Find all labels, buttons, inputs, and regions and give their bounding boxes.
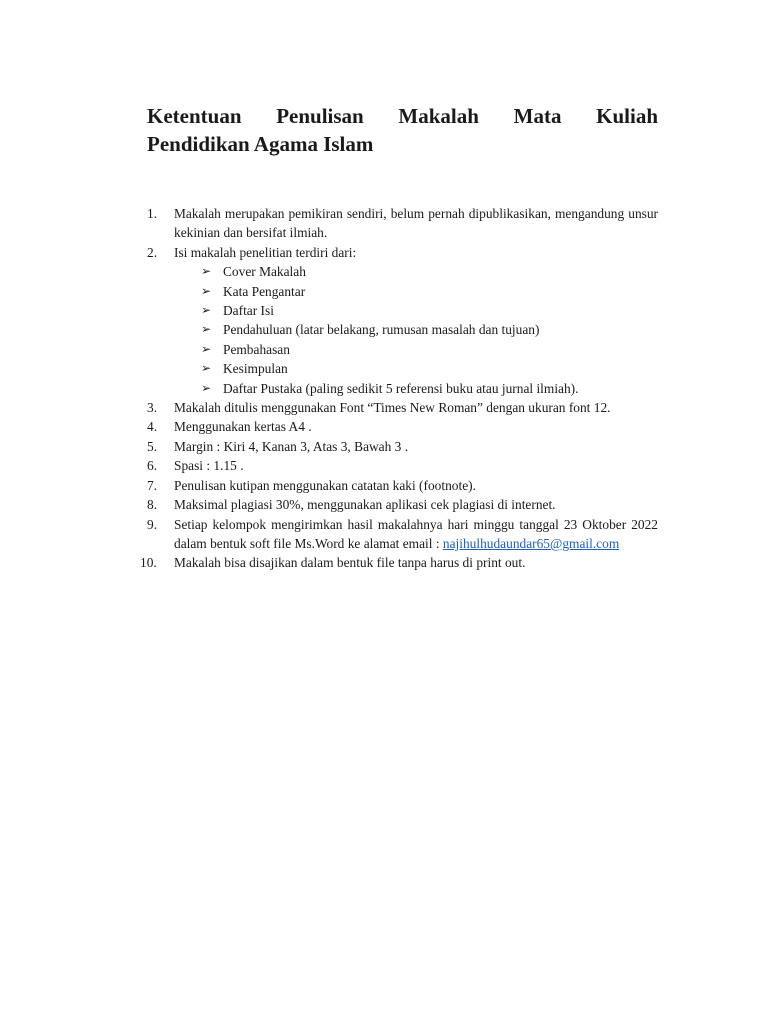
item-number: 7. [147, 477, 158, 493]
item-text: Makalah merupakan pemikiran sendiri, belum pernah dipublikasikan, mengandung unsur kekinian dan bersifat ilmiah. [174, 206, 658, 241]
item-text: Maksimal plagiasi 30%, menggunakan aplikasi cek plagiasi di internet. [174, 497, 556, 513]
item-text: Menggunakan kertas A4 . [174, 419, 312, 435]
sub-list-item [201, 340, 658, 359]
email-link[interactable]: najihulhudaundar65@gmail.com [442, 535, 620, 551]
sub-list-item [201, 282, 658, 301]
item-number: 6. [147, 458, 158, 474]
sub-item-text: Pembahasan [223, 341, 290, 357]
document-title [147, 102, 658, 158]
item-number: 2. [147, 244, 158, 260]
arrow-bullet-icon: ➢ [201, 322, 212, 337]
item-text: Makalah ditulis menggunakan Font “Times New Roman” dengan ukuran font 12. [174, 400, 611, 416]
arrow-bullet-icon: ➢ [201, 361, 212, 376]
rules-list [140, 204, 658, 573]
item-number: 9. [147, 516, 158, 532]
item-text: Spasi : 1.15 . [174, 458, 244, 474]
sub-list-item [201, 359, 658, 378]
list-item [147, 476, 658, 495]
arrow-bullet-icon: ➢ [201, 380, 212, 395]
list-item [147, 515, 658, 554]
item-text: Margin : Kiri 4, Kanan 3, Atas 3, Bawah 3 . [174, 438, 409, 454]
list-item [147, 398, 658, 417]
list-item [147, 456, 658, 475]
arrow-bullet-icon: ➢ [201, 303, 212, 318]
arrow-bullet-icon: ➢ [201, 341, 212, 356]
item-text: Isi makalah penelitian terdiri dari: [174, 244, 357, 260]
list-item [147, 204, 658, 243]
list-item [147, 417, 658, 436]
title-line-2: Pendidikan Agama Islam [147, 132, 374, 156]
sub-item-text: Cover Makalah [223, 264, 306, 280]
sub-list-item [201, 301, 658, 320]
sub-list [174, 262, 658, 398]
sub-list-item [201, 320, 658, 339]
sub-item-text: Daftar Isi [223, 303, 274, 319]
sub-list-item [201, 262, 658, 281]
list-item [147, 437, 658, 456]
item-text: Setiap kelompok mengirimkan hasil makalahnya hari minggu tanggal 23 Oktober 2022 dalam bentuk soft file Ms.Word ke alamat email : [174, 516, 658, 551]
sub-item-text: Kata Pengantar [223, 283, 306, 299]
item-number: 3. [147, 400, 158, 416]
sub-item-text: Daftar Pustaka (paling sedikit 5 referensi buku atau jurnal ilmiah). [223, 380, 579, 396]
item-text: Makalah bisa disajikan dalam bentuk file tanpa harus di print out. [174, 555, 526, 571]
item-number: 8. [147, 497, 158, 513]
arrow-bullet-icon: ➢ [201, 264, 212, 279]
item-number: 1. [147, 206, 158, 221]
item-number: 5. [147, 438, 158, 454]
sub-item-text: Kesimpulan [223, 361, 288, 377]
title-line-1: Ketentuan Penulisan Makalah Mata Kuliah [147, 104, 658, 128]
list-item [140, 553, 658, 572]
arrow-bullet-icon: ➢ [201, 283, 212, 298]
item-number: 4. [147, 419, 158, 435]
item-number: 10. [140, 555, 157, 571]
item-text: Penulisan kutipan menggunakan catatan kaki (footnote). [174, 477, 476, 493]
list-item [147, 243, 658, 398]
sub-item-text: Pendahuluan (latar belakang, rumusan masalah dan tujuan) [223, 322, 540, 338]
sub-list-item [201, 379, 658, 398]
list-item [147, 495, 658, 514]
